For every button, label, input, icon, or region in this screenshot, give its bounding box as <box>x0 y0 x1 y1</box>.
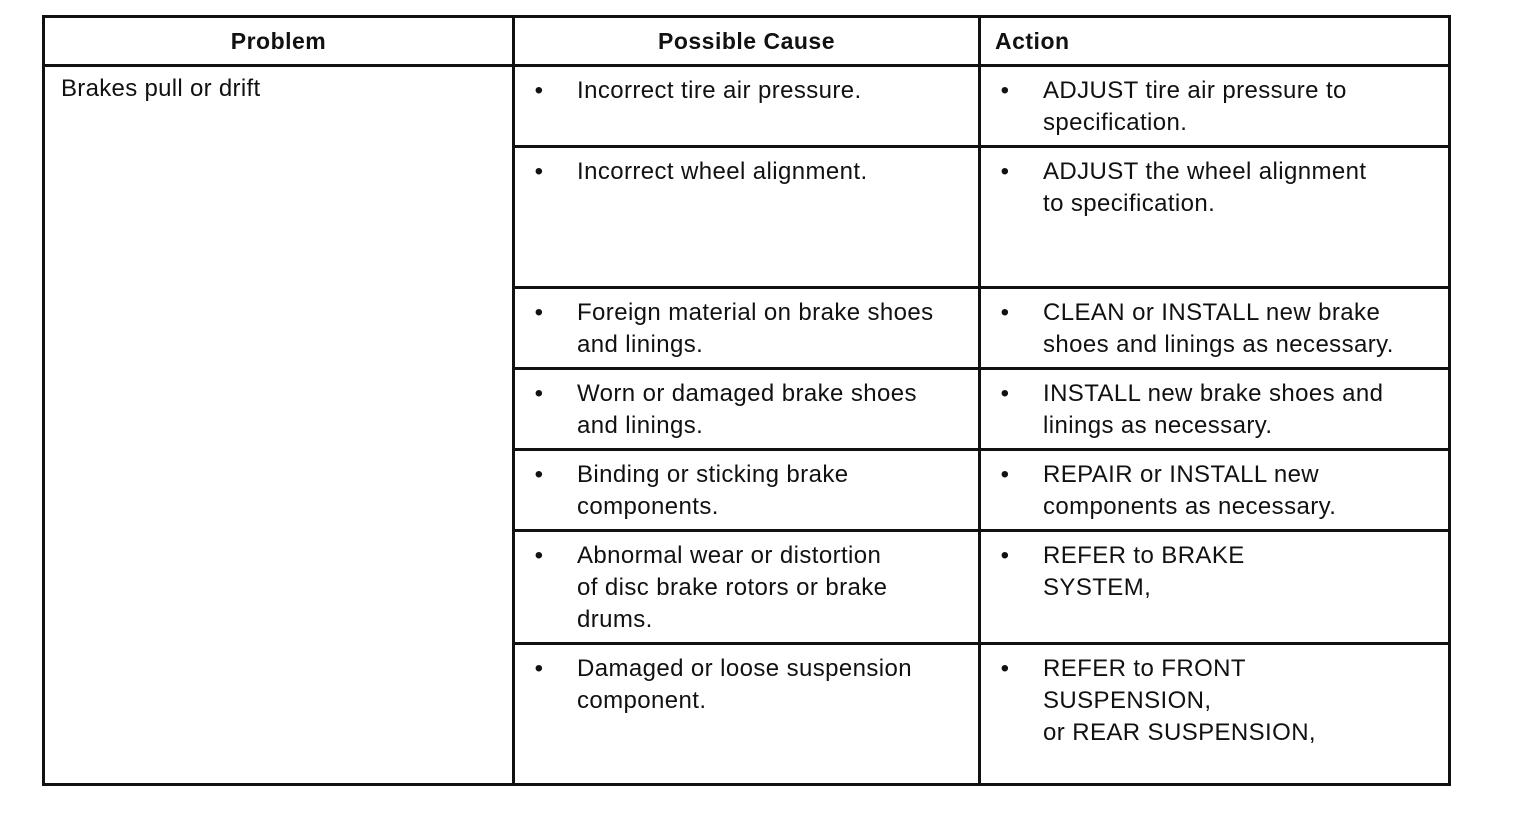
bullet-icon: • <box>1000 655 1010 682</box>
bullet-icon: • <box>1000 158 1010 185</box>
cause-entry <box>515 645 978 723</box>
action-cell <box>980 66 1450 147</box>
action-text: SUSPENSION, <box>1043 687 1212 714</box>
cause-entry <box>515 148 978 194</box>
table-row <box>44 66 1450 147</box>
action-entry <box>981 370 1448 448</box>
header-possible-cause: Possible Cause <box>514 17 980 66</box>
header-row <box>44 17 1450 66</box>
action-text: CLEAN or INSTALL new brake <box>1043 299 1381 326</box>
action-text: to specification. <box>1043 190 1216 217</box>
action-text: ADJUST the wheel alignment <box>1043 158 1367 185</box>
bullet-icon: • <box>534 542 544 569</box>
action-cell <box>980 531 1450 644</box>
problem-cell: Brakes pull or drift <box>44 66 514 785</box>
cause-text: Damaged or loose suspension <box>577 655 912 682</box>
bullet-icon: • <box>1000 461 1010 488</box>
cause-text: Incorrect tire air pressure. <box>577 77 862 104</box>
action-text: ADJUST tire air pressure to <box>1043 77 1347 104</box>
cause-text: component. <box>577 687 707 714</box>
action-text: linings as necessary. <box>1043 412 1273 439</box>
cause-cell <box>514 369 980 450</box>
action-entry <box>981 67 1448 145</box>
bullet-icon: • <box>1000 380 1010 407</box>
action-entry <box>981 645 1448 755</box>
action-entry <box>981 532 1448 610</box>
cause-text: components. <box>577 493 719 520</box>
cause-text: Abnormal wear or distortion <box>577 542 882 569</box>
cause-cell <box>514 147 980 288</box>
cause-entry <box>515 67 978 113</box>
action-text: or REAR SUSPENSION, <box>1043 719 1316 746</box>
diagnosis-table <box>42 15 1451 786</box>
cause-cell <box>514 450 980 531</box>
action-entry <box>981 148 1448 226</box>
header-action: Action <box>980 17 1450 66</box>
cause-entry <box>515 532 978 642</box>
action-entry <box>981 289 1448 367</box>
action-text: REFER to BRAKE <box>1043 542 1245 569</box>
header-problem: Problem <box>44 17 514 66</box>
cause-text: drums. <box>577 606 653 633</box>
action-text: REFER to FRONT <box>1043 655 1246 682</box>
bullet-icon: • <box>1000 77 1010 104</box>
action-text: REPAIR or INSTALL new <box>1043 461 1320 488</box>
bullet-icon: • <box>534 655 544 682</box>
cause-cell <box>514 644 980 785</box>
action-entry <box>981 451 1448 529</box>
action-cell <box>980 288 1450 369</box>
bullet-icon: • <box>534 380 544 407</box>
bullet-icon: • <box>534 461 544 488</box>
cause-text: Foreign material on brake shoes <box>577 299 934 326</box>
cause-entry <box>515 370 978 448</box>
bullet-icon: • <box>1000 299 1010 326</box>
bullet-icon: • <box>534 158 544 185</box>
bullet-icon: • <box>534 77 544 104</box>
cause-cell <box>514 288 980 369</box>
cause-text: and linings. <box>577 331 704 358</box>
cause-entry <box>515 289 978 367</box>
cause-entry <box>515 451 978 529</box>
cause-cell <box>514 66 980 147</box>
cause-cell <box>514 531 980 644</box>
cause-text: of disc brake rotors or brake <box>577 574 888 601</box>
action-text: shoes and linings as necessary. <box>1043 331 1394 358</box>
action-text: INSTALL new brake shoes and <box>1043 380 1384 407</box>
cause-text: Binding or sticking brake <box>577 461 849 488</box>
action-text: SYSTEM, <box>1043 574 1152 601</box>
cause-text: Worn or damaged brake shoes <box>577 380 917 407</box>
action-cell <box>980 450 1450 531</box>
action-cell <box>980 369 1450 450</box>
bullet-icon: • <box>534 299 544 326</box>
cause-text: and linings. <box>577 412 704 439</box>
action-cell <box>980 644 1450 785</box>
action-cell <box>980 147 1450 288</box>
bullet-icon: • <box>1000 542 1010 569</box>
cause-text: Incorrect wheel alignment. <box>577 158 868 185</box>
action-text: specification. <box>1043 109 1188 136</box>
action-text: components as necessary. <box>1043 493 1337 520</box>
